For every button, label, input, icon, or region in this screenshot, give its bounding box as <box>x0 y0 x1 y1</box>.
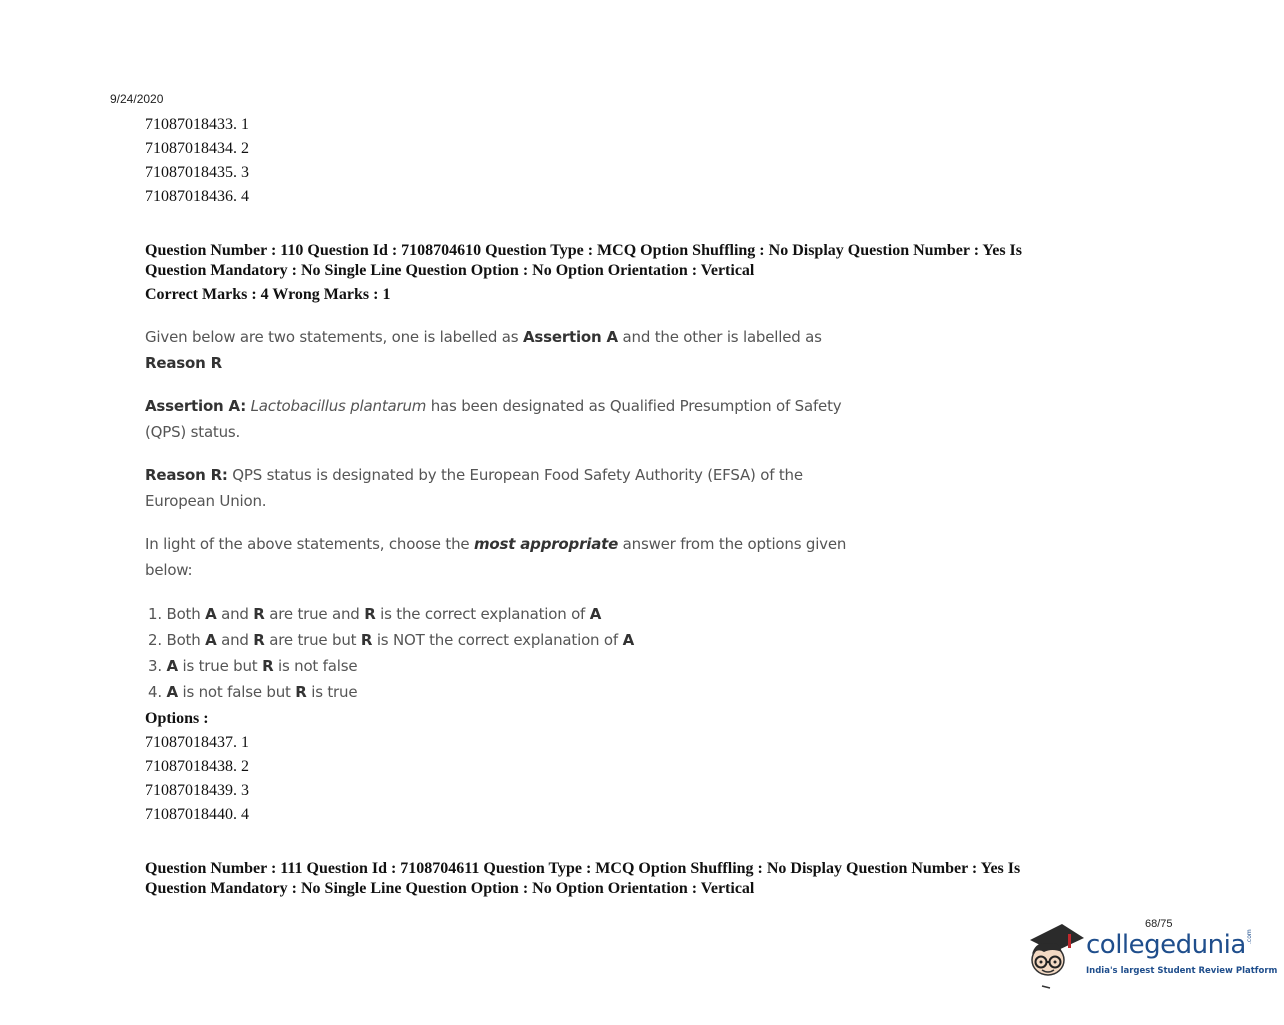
instruction-emphasis: most appropriate <box>473 535 619 553</box>
prev-option-3: 71087018435. 3 <box>145 164 249 181</box>
intro-assertion-term: Assertion A <box>522 328 618 346</box>
graduate-mascot-icon <box>1022 918 1084 990</box>
instruction-text-2: answer from the options given <box>618 535 847 553</box>
reason-line-2: European Union. <box>145 492 267 510</box>
assertion-line-2: (QPS) status. <box>145 423 241 441</box>
question-110-meta-line-1: Question Number : 110 Question Id : 7108704610 Question Type : MCQ Option Shuffling : No Display Question Number : Yes Is <box>145 242 1022 259</box>
assertion-label: Assertion A: <box>145 397 247 415</box>
instruction-line-1 <box>145 535 846 553</box>
question-110-header <box>145 241 1125 305</box>
question-110-meta-line-2: Question Mandatory : No Single Line Question Option : No Option Orientation : Vertical <box>145 262 755 279</box>
intro-text: Given below are two statements, one is labelled as <box>145 328 523 346</box>
reason-label: Reason R: <box>145 466 228 484</box>
option-id-4: 71087018440. 4 <box>145 806 249 823</box>
intro-text-2: and the other is labelled as <box>617 328 822 346</box>
question-111-meta-line-1: Question Number : 111 Question Id : 7108704611 Question Type : MCQ Option Shuffling : No Display Question Number : Yes Is <box>145 860 1021 877</box>
instruction-line-2: below: <box>145 561 193 579</box>
assertion-line-1 <box>145 397 841 415</box>
option-id-2: 71087018438. 2 <box>145 758 249 775</box>
assertion-organism: Lactobacillus plantarum <box>250 397 427 415</box>
brand-name: collegedunia <box>1086 930 1246 960</box>
print-date: 9/24/2020 <box>110 92 164 106</box>
question-111-header <box>145 859 1125 899</box>
assertion-text: has been designated as Qualified Presumption of Safety <box>426 397 842 415</box>
option-id-3: 71087018439. 3 <box>145 782 249 799</box>
reason-line-1 <box>145 466 803 484</box>
question-intro-line-2 <box>145 354 222 372</box>
answer-choices <box>148 601 634 705</box>
options-label: Options : <box>145 710 209 727</box>
answer-choice-1: 1. Both A and R are true and R is the correct explanation of A <box>148 605 602 623</box>
answer-choice-4: 4. A is not false but R is true <box>148 683 358 701</box>
page-number: 68/75 <box>1145 918 1173 930</box>
answer-choice-3: 3. A is true but R is not false <box>148 657 358 675</box>
prev-option-1: 71087018433. 1 <box>145 116 249 133</box>
brand-suffix: .com <box>1246 929 1253 944</box>
collegedunia-logo <box>1022 918 1278 990</box>
answer-choice-2: 2. Both A and R are true but R is NOT the correct explanation of A <box>148 631 634 649</box>
question-111-meta-line-2: Question Mandatory : No Single Line Question Option : No Option Orientation : Vertical <box>145 880 755 897</box>
reason-text: QPS status is designated by the European Food Safety Authority (EFSA) of the <box>227 466 803 484</box>
brand-tagline: India's largest Student Review Platform <box>1086 966 1278 976</box>
question-110-marks: Correct Marks : 4 Wrong Marks : 1 <box>145 286 391 303</box>
prev-option-2: 71087018434. 2 <box>145 140 249 157</box>
intro-reason-term: Reason R <box>145 354 222 372</box>
option-id-1: 71087018437. 1 <box>145 734 249 751</box>
question-intro-line-1 <box>145 328 822 346</box>
prev-option-4: 71087018436. 4 <box>145 188 249 205</box>
instruction-text: In light of the above statements, choose the <box>145 535 474 553</box>
